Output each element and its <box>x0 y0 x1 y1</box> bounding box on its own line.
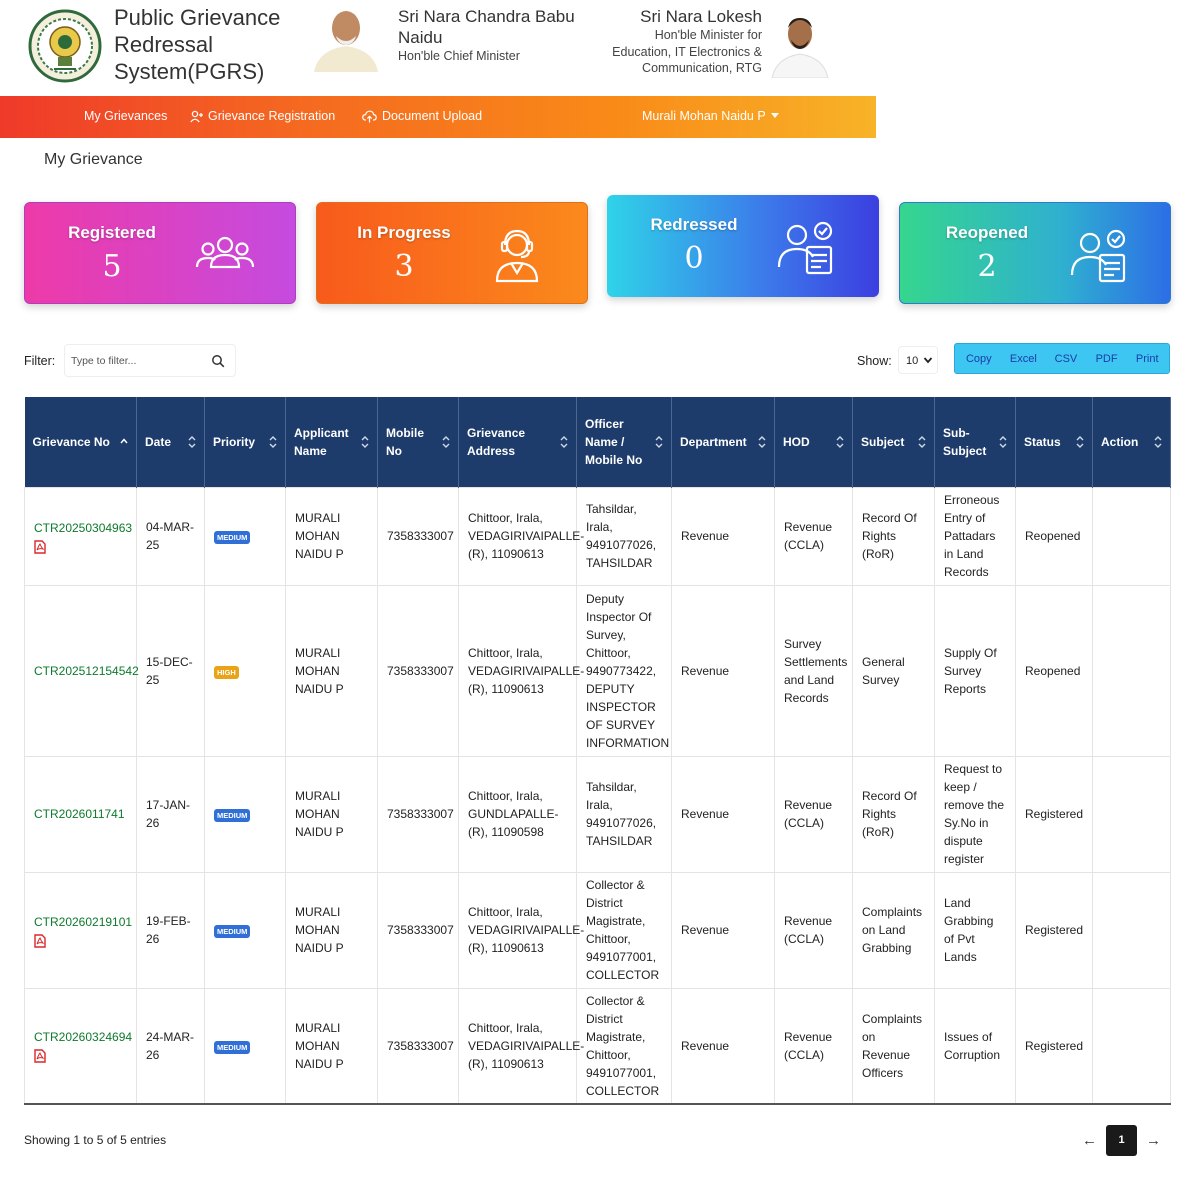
cell-action <box>1093 756 1171 872</box>
cell-sub-subject: Issues of Corruption <box>935 988 1016 1104</box>
priority-badge: MEDIUM <box>214 1041 250 1054</box>
card-reopened-value: 2 <box>977 249 997 284</box>
pdf-icon[interactable] <box>34 934 46 948</box>
col-mobile-no-label: Mobile No <box>386 425 424 458</box>
pdf-icon[interactable] <box>34 1049 46 1063</box>
cell-hod: Revenue (CCLA) <box>775 756 853 872</box>
table-row <box>25 872 1171 988</box>
cell-date: 17-JAN-26 <box>137 756 205 872</box>
col-mobile-no[interactable] <box>378 397 459 487</box>
cell-sub-subject: Request to keep / remove the Sy.No in dispute register <box>935 756 1016 872</box>
reopened-user-icon <box>1068 223 1132 285</box>
sort-icon <box>269 435 277 449</box>
cell-department: Revenue <box>672 872 775 988</box>
cell-subject: Complaints on Revenue Officers <box>853 988 935 1104</box>
grievance-table <box>24 397 1171 1105</box>
col-priority[interactable] <box>205 397 286 487</box>
nav-document-upload[interactable] <box>362 109 482 123</box>
col-hod-label: HOD <box>783 434 810 449</box>
filter-input[interactable] <box>71 351 206 371</box>
cell-priority <box>205 487 286 585</box>
col-grievance-no-label: Grievance No <box>32 434 110 449</box>
group-users-icon <box>193 223 257 285</box>
col-grievance-no[interactable] <box>25 397 137 487</box>
cell-action <box>1093 585 1171 756</box>
cell-officer: Tahsildar, Irala, 9491077026, TAHSILDAR <box>577 756 672 872</box>
sort-icon <box>361 435 369 449</box>
cell-sub-subject: Supply Of Survey Reports <box>935 585 1016 756</box>
sort-icon <box>560 435 568 449</box>
cell-address: Chittoor, Irala, VEDAGIRIVAIPALLE-(R), 11090613 <box>459 988 577 1104</box>
card-registered-label: Registered <box>68 223 156 242</box>
csv-button[interactable]: CSV <box>1054 352 1078 365</box>
cell-department: Revenue <box>672 487 775 585</box>
nav-grievance-registration-label: Grievance Registration <box>208 109 336 123</box>
col-officer[interactable] <box>577 397 672 487</box>
col-action[interactable] <box>1093 397 1171 487</box>
card-redressed[interactable] <box>607 195 879 297</box>
col-action-label: Action <box>1101 434 1139 449</box>
header <box>0 0 876 96</box>
nav-document-upload-label: Document Upload <box>382 109 483 123</box>
cell-status: Registered <box>1016 872 1093 988</box>
pdf-icon[interactable] <box>34 540 46 554</box>
card-reopened[interactable] <box>899 202 1171 304</box>
grievance-link[interactable]: CTR20250304963 <box>34 520 133 535</box>
sort-icon <box>655 435 663 449</box>
card-registered[interactable] <box>24 202 296 304</box>
grievance-link[interactable]: CTR20260219101 <box>34 914 133 929</box>
cell-department: Revenue <box>672 988 775 1104</box>
filter-box <box>64 344 236 377</box>
table-row <box>25 585 1171 756</box>
sort-icon <box>188 435 196 449</box>
cell-mobile: 7358333007 <box>378 585 459 756</box>
col-applicant-name[interactable] <box>286 397 378 487</box>
cell-applicant: MURALI MOHAN NAIDU P <box>286 988 378 1104</box>
app-title: Public Grievance Redressal System(PGRS) <box>114 5 281 84</box>
ap-emblem-logo <box>28 9 102 83</box>
entries-info: Showing 1 to 5 of 5 entries <box>24 1133 167 1147</box>
card-in-progress[interactable] <box>316 202 588 304</box>
card-in-progress-value: 3 <box>394 249 414 284</box>
cell-action <box>1093 988 1171 1104</box>
main-navbar <box>0 96 876 138</box>
cell-subject: General Survey <box>853 585 935 756</box>
col-date-label: Date <box>145 434 172 449</box>
page-size-value: 10 <box>906 355 919 367</box>
pagination-page-1[interactable]: 1 <box>1106 1125 1137 1156</box>
col-grievance-address[interactable] <box>459 397 577 487</box>
nav-my-grievances-label: My Grievances <box>84 109 168 123</box>
priority-badge: MEDIUM <box>214 809 250 822</box>
cell-hod: Revenue (CCLA) <box>775 872 853 988</box>
cell-sub-subject: Erroneous Entry of Pattadars in Land Records <box>935 487 1016 585</box>
cell-officer: Collector & District Magistrate, Chittoor, 9491077001, COLLECTOR <box>577 988 672 1104</box>
cell-grievance-no <box>25 756 137 872</box>
col-department[interactable] <box>672 397 775 487</box>
card-registered-value: 5 <box>102 249 122 284</box>
cell-status: Registered <box>1016 988 1093 1104</box>
card-redressed-value: 0 <box>684 241 704 276</box>
cell-priority <box>205 988 286 1104</box>
table-header-row <box>25 397 1171 487</box>
filter-label: Filter: <box>24 354 56 368</box>
caret-down-icon <box>771 113 779 119</box>
cell-address: Chittoor, Irala, VEDAGIRIVAIPALLE-(R), 11090613 <box>459 585 577 756</box>
col-sub-subject[interactable] <box>935 397 1016 487</box>
grievance-link[interactable]: CTR2026011741 <box>34 807 125 821</box>
col-status-label: Status <box>1024 434 1061 449</box>
copy-button[interactable]: Copy <box>965 352 992 365</box>
cell-subject: Complaints on Land Grabbing <box>853 872 935 988</box>
page-size-select[interactable] <box>898 346 938 374</box>
cell-priority <box>205 872 286 988</box>
support-agent-icon <box>485 223 549 285</box>
cell-hod: Revenue (CCLA) <box>775 487 853 585</box>
cm-role: Hon'ble Chief Minister <box>398 49 520 63</box>
cell-address: Chittoor, Irala, VEDAGIRIVAIPALLE-(R), 11090613 <box>459 487 577 585</box>
col-officer-label: Officer Name / Mobile No <box>585 416 643 467</box>
table-row <box>25 988 1171 1104</box>
cell-priority <box>205 756 286 872</box>
cell-officer: Tahsildar, Irala, 9491077026, TAHSILDAR <box>577 487 672 585</box>
sort-icon <box>442 435 450 449</box>
minister-name: Sri Nara Lokesh <box>640 7 762 26</box>
col-date[interactable] <box>137 397 205 487</box>
cell-applicant: MURALI MOHAN NAIDU P <box>286 756 378 872</box>
sort-icon <box>999 435 1007 449</box>
cell-officer: Deputy Inspector Of Survey, Chittoor, 9490773422, DEPUTY INSPECTOR OF SURVEY INFORMATION <box>577 585 672 756</box>
card-in-progress-label: In Progress <box>357 223 451 242</box>
grievance-link[interactable]: CTR202512154542 <box>34 663 139 678</box>
cell-officer: Collector & District Magistrate, Chittoor, 9491077001, COLLECTOR <box>577 872 672 988</box>
excel-button[interactable]: Excel <box>1009 352 1037 365</box>
col-sub-subject-label: Sub-Subject <box>943 425 987 458</box>
cell-grievance-no <box>25 872 137 988</box>
minister-role: Hon'ble Minister for Education, IT Electronics & Communication, RTG <box>612 28 762 75</box>
priority-badge: HIGH <box>214 666 239 679</box>
cell-grievance-no <box>25 487 137 585</box>
user-name: Murali Mohan Naidu P <box>642 109 766 123</box>
col-applicant-name-label: Applicant Name <box>294 425 349 458</box>
cell-priority <box>205 585 286 756</box>
cell-mobile: 7358333007 <box>378 487 459 585</box>
cell-applicant: MURALI MOHAN NAIDU P <box>286 585 378 756</box>
priority-badge: MEDIUM <box>214 531 250 544</box>
chief-minister-info <box>398 6 578 63</box>
card-redressed-label: Redressed <box>650 215 738 234</box>
sort-icon <box>836 435 844 449</box>
cm-name: Sri Nara Chandra Babu Naidu <box>398 7 575 47</box>
cell-grievance-no <box>25 585 137 756</box>
search-icon[interactable] <box>211 354 225 368</box>
nav-my-grievances[interactable] <box>84 109 167 123</box>
sort-icon <box>758 435 766 449</box>
chief-minister-photo <box>310 4 382 72</box>
user-add-icon <box>190 110 203 123</box>
cell-address: Chittoor, Irala, VEDAGIRIVAIPALLE-(R), 11090613 <box>459 872 577 988</box>
cell-subject: Record Of Rights (RoR) <box>853 756 935 872</box>
sort-icon <box>918 435 926 449</box>
col-department-label: Department <box>680 434 747 449</box>
cell-action <box>1093 487 1171 585</box>
col-subject[interactable] <box>853 397 935 487</box>
cell-date: 15-DEC-25 <box>137 585 205 756</box>
pagination-prev-arrow[interactable]: ← <box>1082 1132 1097 1149</box>
pagination-next-arrow[interactable]: → <box>1146 1132 1161 1149</box>
grievance-link[interactable]: CTR20260324694 <box>34 1030 133 1045</box>
cloud-upload-icon <box>362 110 377 123</box>
cell-sub-subject: Land Grabbing of Pvt Lands <box>935 872 1016 988</box>
cell-mobile: 7358333007 <box>378 872 459 988</box>
print-button[interactable]: Print <box>1135 352 1159 365</box>
cell-mobile: 7358333007 <box>378 988 459 1104</box>
cell-grievance-no <box>25 988 137 1104</box>
export-toolbar <box>954 343 1170 374</box>
cell-address: Chittoor, Irala, GUNDLAPALLE-(R), 11090598 <box>459 756 577 872</box>
priority-badge: MEDIUM <box>214 925 250 938</box>
sort-asc-icon <box>120 435 128 449</box>
nav-grievance-registration[interactable] <box>190 109 335 123</box>
table-row <box>25 487 1171 585</box>
cell-applicant: MURALI MOHAN NAIDU P <box>286 872 378 988</box>
cell-hod: Revenue (CCLA) <box>775 988 853 1104</box>
col-status[interactable] <box>1016 397 1093 487</box>
show-label: Show: <box>857 354 892 368</box>
page-title: My Grievance <box>44 151 143 168</box>
table-row <box>25 756 1171 872</box>
cell-mobile: 7358333007 <box>378 756 459 872</box>
cell-date: 04-MAR-25 <box>137 487 205 585</box>
cell-applicant: MURALI MOHAN NAIDU P <box>286 487 378 585</box>
cell-status: Reopened <box>1016 585 1093 756</box>
cell-status: Reopened <box>1016 487 1093 585</box>
sort-icon <box>1076 435 1084 449</box>
col-subject-label: Subject <box>861 434 905 449</box>
cell-department: Revenue <box>672 756 775 872</box>
cell-date: 24-MAR-26 <box>137 988 205 1104</box>
user-menu[interactable] <box>642 109 779 123</box>
cell-department: Revenue <box>672 585 775 756</box>
cell-status: Registered <box>1016 756 1093 872</box>
col-priority-label: Priority <box>213 434 256 449</box>
card-reopened-label: Reopened <box>945 223 1029 242</box>
cell-action <box>1093 872 1171 988</box>
col-hod[interactable] <box>775 397 853 487</box>
chevron-down-icon <box>923 355 933 365</box>
sort-icon <box>1154 435 1162 449</box>
cell-date: 19-FEB-26 <box>137 872 205 988</box>
pdf-button[interactable]: PDF <box>1095 352 1118 365</box>
minister-photo <box>770 8 830 78</box>
cell-hod: Survey Settlements and Land Records <box>775 585 853 756</box>
minister-info <box>600 6 762 77</box>
resolved-user-icon <box>775 215 839 277</box>
col-grievance-address-label: Grievance Address <box>467 425 526 458</box>
cell-subject: Record Of Rights (RoR) <box>853 487 935 585</box>
